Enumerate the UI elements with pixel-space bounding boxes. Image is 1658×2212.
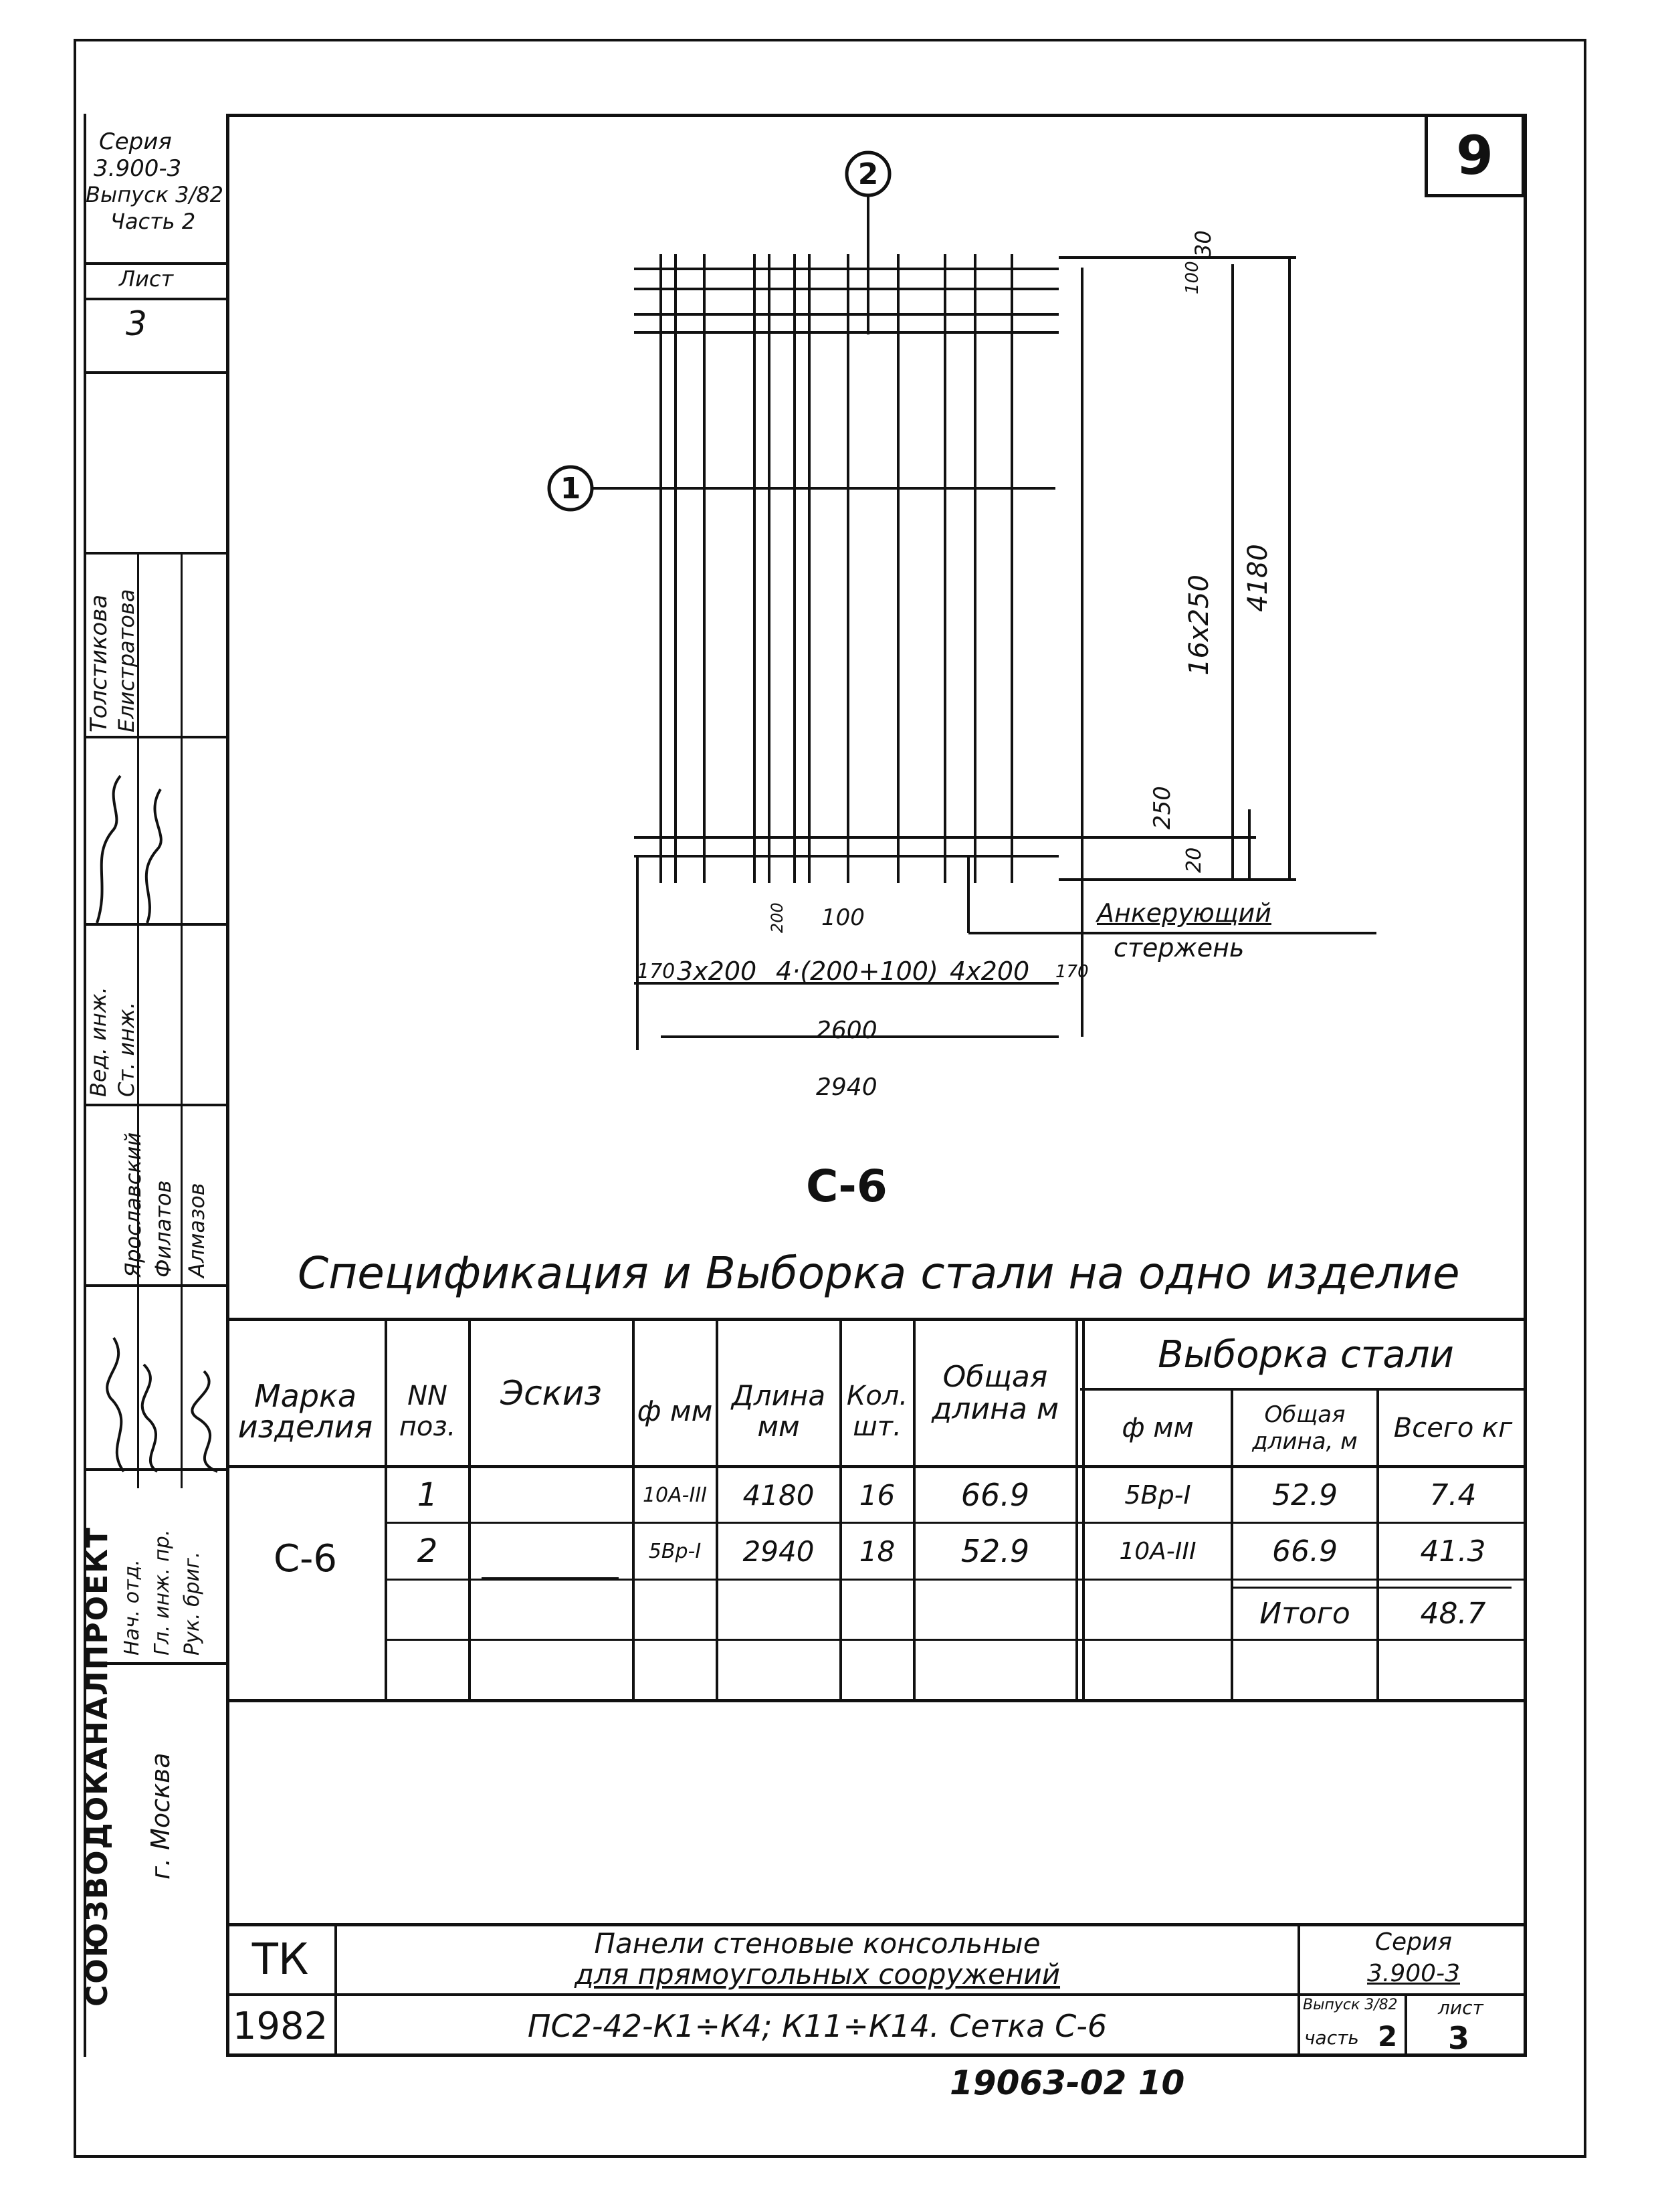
side-name: Елистратова [114, 589, 139, 732]
sel-len: 66.9 [1272, 1534, 1338, 1569]
sel-dia: 5Вр-I [1124, 1480, 1191, 1510]
hdr-mark: Марка изделия [237, 1378, 373, 1445]
cell-qty: 16 [859, 1478, 896, 1512]
hdr-dia: ф мм [637, 1395, 713, 1427]
side-role: Вед. инж. [86, 987, 111, 1097]
hdr-qty: Кол. шт. [846, 1381, 908, 1442]
side-divider [84, 262, 226, 265]
hdr-total-len: Общая длина м [931, 1359, 1059, 1426]
dim-2940: 2940 [816, 1074, 877, 1101]
tb-subtitle: ПС2-42-К1÷К4; К11÷К14. Сетка С-6 [527, 2008, 1108, 2044]
hdr-sel-dia: ф мм [1122, 1413, 1194, 1443]
dim-chain-1: 3x200 [677, 957, 757, 986]
spec-heading: Спецификация и Выборка стали на одно изделие [298, 1247, 1460, 1299]
side-divider [84, 371, 226, 374]
cell-total-len: 66.9 [960, 1477, 1030, 1513]
sheet-badge-number: 9 [1456, 124, 1493, 187]
tb-year: 1982 [232, 2004, 328, 2048]
hdr-selection: Выборка стали [1158, 1332, 1454, 1377]
dim-16x250: 16x250 [1184, 575, 1215, 676]
side-sheet-label: Лист [119, 266, 174, 292]
tb-series-value: 3.900-3 [1367, 1959, 1460, 1987]
side-sheet-value: 3 [126, 304, 147, 343]
side-divider [84, 552, 226, 555]
side-role: Рук. бриг. [181, 1551, 204, 1655]
mesh-drawing [226, 114, 1527, 1084]
callout-1: 1 [560, 471, 581, 506]
dim-250: 250 [1149, 786, 1176, 829]
col-line-double [1075, 1318, 1078, 1702]
dim-top-30: 30 [1190, 230, 1216, 258]
hdr-sel-mass: Всего кг [1393, 1413, 1513, 1443]
sel-len: 52.9 [1272, 1478, 1338, 1512]
tb-code: ТК [251, 1935, 309, 1985]
dim-chain-3: 4x200 [950, 957, 1030, 986]
dim-chain-0: 170 [637, 960, 676, 983]
sketch-bar [482, 1577, 619, 1581]
callout-2: 2 [857, 157, 879, 191]
organization-city: г. Москва [146, 1752, 175, 1880]
cell-mark: С-6 [274, 1536, 337, 1581]
hdr-sel-len: Общая длина, м [1252, 1401, 1358, 1455]
sel-dia: 10А-III [1119, 1537, 1197, 1565]
table-bottom [226, 1699, 1527, 1702]
hdr-sketch: Эскиз [500, 1373, 602, 1413]
cell-length: 2940 [742, 1534, 815, 1568]
dim-100: 100 [821, 904, 865, 931]
tb-series-label: Серия [1374, 1928, 1453, 1956]
dim-2600: 2600 [816, 1017, 877, 1044]
hdr-length: Длина мм [731, 1379, 826, 1443]
side-issue: Выпуск 3/82 [86, 182, 224, 207]
cell-dia: 10А-III [642, 1483, 708, 1507]
row-line [385, 1639, 1527, 1641]
side-role: Гл. инж. пр. [150, 1529, 174, 1655]
side-divider [84, 298, 226, 300]
hdr-pos: NN поз. [399, 1381, 456, 1442]
sel-mass: 7.4 [1429, 1478, 1477, 1512]
anchor-label-2: стержень [1114, 933, 1245, 963]
side-name: Филатов [150, 1180, 176, 1278]
tb-part-value: 2 [1378, 2020, 1398, 2053]
cell-pos: 2 [417, 1532, 438, 1570]
tb-issue: Выпуск 3/82 [1303, 1997, 1398, 2013]
tb-sheet-value: 3 [1448, 2020, 1470, 2056]
anchor-label-1: Анкерующий [1097, 898, 1271, 928]
dim-chain-4: 170 [1055, 962, 1089, 982]
tb-sheet-label: лист [1438, 1997, 1483, 2019]
side-name: Алмазов [184, 1183, 209, 1278]
tb-title-line2: для прямоугольных сооружений [574, 1957, 1061, 1991]
cell-length: 4180 [742, 1478, 815, 1512]
side-role: Ст. инж. [114, 1001, 139, 1097]
side-name: Толстикова [86, 594, 112, 732]
cell-dia: 5Вр-I [648, 1539, 702, 1563]
dim-chain-2: 4·(200+100) [776, 957, 938, 986]
cell-total-len: 52.9 [960, 1533, 1030, 1569]
title-block-col [1405, 1993, 1407, 2057]
total-mass: 48.7 [1420, 1597, 1486, 1631]
dim-top-100: 100 [1182, 261, 1203, 294]
side-series-value: 3.900-3 [94, 155, 182, 182]
dim-200: 200 [768, 902, 787, 933]
dim-20: 20 [1182, 847, 1206, 873]
footer-number: 19063-02 10 [950, 2064, 1185, 2102]
side-name: Ярославский [120, 1132, 146, 1278]
side-role: Нач. отд. [120, 1559, 144, 1655]
sel-sub-header [1080, 1388, 1527, 1391]
total-label: Итого [1259, 1597, 1350, 1631]
cell-qty: 18 [859, 1534, 896, 1568]
side-part: Часть 2 [110, 209, 196, 234]
dim-4180: 4180 [1243, 544, 1273, 612]
tb-title-line1: Панели стеновые консольные [594, 1926, 1041, 1960]
tb-part-label: часть [1304, 2027, 1359, 2049]
side-series-label: Серия [99, 128, 172, 155]
drawing-title: С-6 [806, 1161, 888, 1212]
cell-pos: 1 [417, 1476, 438, 1514]
organization-name: СОЮЗВОДОКАНАЛПРОЕКТ [80, 1526, 114, 2007]
sel-mass: 41.3 [1420, 1534, 1486, 1569]
